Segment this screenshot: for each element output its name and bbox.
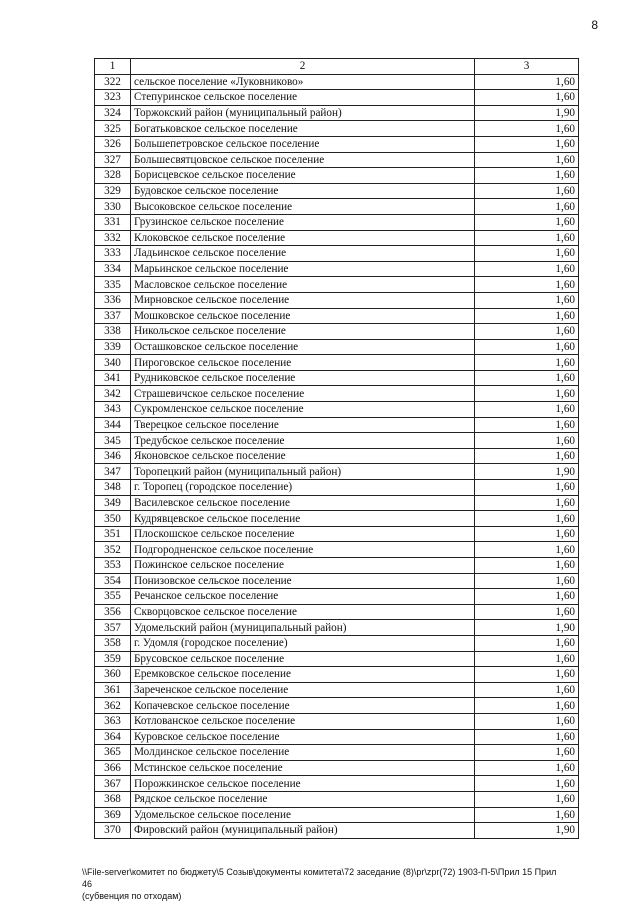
row-number: 341 <box>95 370 131 386</box>
table-row <box>95 308 579 324</box>
settlement-name: Удомельский район (муниципальный район) <box>131 620 475 636</box>
table-row <box>95 480 579 496</box>
header-col-1: 1 <box>95 59 131 75</box>
coefficient-value: 1,60 <box>475 199 579 215</box>
coefficient-value: 1,60 <box>475 729 579 745</box>
coefficient-value: 1,60 <box>475 651 579 667</box>
table-row <box>95 573 579 589</box>
settlement-name: Пожинское сельское поселение <box>131 558 475 574</box>
coefficient-value: 1,60 <box>475 635 579 651</box>
coefficient-value: 1,60 <box>475 776 579 792</box>
settlement-name: Большесвятцовское сельское поселение <box>131 152 475 168</box>
settlement-name: Василевское сельское поселение <box>131 495 475 511</box>
settlement-name: Порожкинское сельское поселение <box>131 776 475 792</box>
settlement-name: Высоковское сельское поселение <box>131 199 475 215</box>
row-number: 336 <box>95 292 131 308</box>
coefficient-value: 1,60 <box>475 90 579 106</box>
row-number: 328 <box>95 168 131 184</box>
table-row <box>95 417 579 433</box>
settlement-name: Богатьковское сельское поселение <box>131 121 475 137</box>
settlement-name: г. Торопец (городское поселение) <box>131 480 475 496</box>
table-row <box>95 433 579 449</box>
table-row <box>95 542 579 558</box>
settlement-name: Плоскошское сельское поселение <box>131 526 475 542</box>
coefficient-value: 1,60 <box>475 214 579 230</box>
row-number: 330 <box>95 199 131 215</box>
settlement-name: Тверецкое сельское поселение <box>131 417 475 433</box>
table-row <box>95 324 579 340</box>
row-number: 351 <box>95 526 131 542</box>
table-row <box>95 823 579 839</box>
table-row <box>95 511 579 527</box>
table-row <box>95 105 579 121</box>
table-row <box>95 136 579 152</box>
table-row <box>95 589 579 605</box>
settlement-name: Пироговское сельское поселение <box>131 355 475 371</box>
row-number: 354 <box>95 573 131 589</box>
row-number: 366 <box>95 760 131 776</box>
row-number: 369 <box>95 807 131 823</box>
settlement-name: Тредубское сельское поселение <box>131 433 475 449</box>
settlement-name: Куровское сельское поселение <box>131 729 475 745</box>
settlement-name: Масловское сельское поселение <box>131 277 475 293</box>
row-number: 361 <box>95 682 131 698</box>
row-number: 323 <box>95 90 131 106</box>
table-row <box>95 152 579 168</box>
coefficient-value: 1,60 <box>475 339 579 355</box>
settlement-name: Молдинское сельское поселение <box>131 745 475 761</box>
footer-file-path: \\File-server\комитет по бюджету\5 Созыв\документы комитета\72 заседание (8)\pr\zpr(72) 1903-П-5\Прил 15 Прил 46 <box>82 867 557 889</box>
table-row <box>95 495 579 511</box>
header-col-2: 2 <box>131 59 475 75</box>
settlement-name: Еремковское сельское поселение <box>131 667 475 683</box>
coefficient-value: 1,60 <box>475 277 579 293</box>
coefficient-value: 1,60 <box>475 292 579 308</box>
row-number: 349 <box>95 495 131 511</box>
settlement-name: Торжокский район (муниципальный район) <box>131 105 475 121</box>
row-number: 343 <box>95 402 131 418</box>
row-number: 340 <box>95 355 131 371</box>
settlement-name: Никольское сельское поселение <box>131 324 475 340</box>
row-number: 331 <box>95 214 131 230</box>
coefficient-value: 1,60 <box>475 526 579 542</box>
coefficient-value: 1,60 <box>475 121 579 137</box>
coefficient-value: 1,60 <box>475 511 579 527</box>
coefficient-value: 1,60 <box>475 261 579 277</box>
row-number: 357 <box>95 620 131 636</box>
coefficient-value: 1,60 <box>475 230 579 246</box>
table-row <box>95 261 579 277</box>
settlement-name: Котлованское сельское поселение <box>131 713 475 729</box>
row-number: 367 <box>95 776 131 792</box>
settlement-name: г. Удомля (городское поселение) <box>131 635 475 651</box>
table-row <box>95 745 579 761</box>
table-row <box>95 698 579 714</box>
table-row <box>95 292 579 308</box>
row-number: 370 <box>95 823 131 839</box>
settlement-name: Копачевское сельское поселение <box>131 698 475 714</box>
settlement-name: Удомельское сельское поселение <box>131 807 475 823</box>
table-row <box>95 74 579 90</box>
row-number: 352 <box>95 542 131 558</box>
coefficient-value: 1,60 <box>475 448 579 464</box>
coefficient-value: 1,60 <box>475 573 579 589</box>
coefficient-value: 1,60 <box>475 168 579 184</box>
coefficient-value: 1,90 <box>475 823 579 839</box>
settlement-name: Страшевичское сельское поселение <box>131 386 475 402</box>
coefficient-value: 1,60 <box>475 682 579 698</box>
coefficient-value: 1,60 <box>475 74 579 90</box>
table-row <box>95 214 579 230</box>
table-row <box>95 682 579 698</box>
settlement-name: Мирновское сельское поселение <box>131 292 475 308</box>
coefficient-value: 1,60 <box>475 324 579 340</box>
row-number: 335 <box>95 277 131 293</box>
coefficient-value: 1,60 <box>475 308 579 324</box>
settlement-name: Сукромленское сельское поселение <box>131 402 475 418</box>
coefficient-value: 1,60 <box>475 246 579 262</box>
table-body <box>95 74 579 838</box>
row-number: 359 <box>95 651 131 667</box>
settlement-name: Ладьинское сельское поселение <box>131 246 475 262</box>
row-number: 339 <box>95 339 131 355</box>
settlement-name: Рудниковское сельское поселение <box>131 370 475 386</box>
row-number: 365 <box>95 745 131 761</box>
table-row <box>95 464 579 480</box>
settlement-name: Грузинское сельское поселение <box>131 214 475 230</box>
table-row <box>95 121 579 137</box>
row-number: 333 <box>95 246 131 262</box>
settlement-name: Мошковское сельское поселение <box>131 308 475 324</box>
table-row <box>95 355 579 371</box>
row-number: 353 <box>95 558 131 574</box>
table-row <box>95 635 579 651</box>
coefficient-value: 1,60 <box>475 480 579 496</box>
footer-note: (субвенция по отходам) <box>82 891 182 901</box>
row-number: 325 <box>95 121 131 137</box>
table-row <box>95 776 579 792</box>
coefficient-value: 1,60 <box>475 495 579 511</box>
table-row <box>95 230 579 246</box>
row-number: 324 <box>95 105 131 121</box>
table-row <box>95 558 579 574</box>
settlement-name: Будовское сельское поселение <box>131 183 475 199</box>
coefficient-value: 1,60 <box>475 136 579 152</box>
row-number: 334 <box>95 261 131 277</box>
settlement-name: Марьинское сельское поселение <box>131 261 475 277</box>
settlement-name: Степуринское сельское поселение <box>131 90 475 106</box>
row-number: 337 <box>95 308 131 324</box>
settlement-name: Мстинское сельское поселение <box>131 760 475 776</box>
settlement-name: Понизовское сельское поселение <box>131 573 475 589</box>
row-number: 329 <box>95 183 131 199</box>
coefficient-value: 1,60 <box>475 433 579 449</box>
row-number: 338 <box>95 324 131 340</box>
coefficient-value: 1,60 <box>475 667 579 683</box>
table-header-row <box>95 59 579 75</box>
row-number: 363 <box>95 713 131 729</box>
row-number: 368 <box>95 791 131 807</box>
table-row <box>95 651 579 667</box>
coefficient-value: 1,60 <box>475 542 579 558</box>
row-number: 326 <box>95 136 131 152</box>
settlement-name: Речанское сельское поселение <box>131 589 475 605</box>
row-number: 364 <box>95 729 131 745</box>
coefficient-value: 1,60 <box>475 760 579 776</box>
settlement-name: Скворцовское сельское поселение <box>131 604 475 620</box>
table-row <box>95 168 579 184</box>
table-row <box>95 339 579 355</box>
row-number: 360 <box>95 667 131 683</box>
row-number: 356 <box>95 604 131 620</box>
settlement-name: сельское поселение «Луковниково» <box>131 74 475 90</box>
coefficient-value: 1,60 <box>475 589 579 605</box>
row-number: 342 <box>95 386 131 402</box>
settlement-name: Кудрявцевское сельское поселение <box>131 511 475 527</box>
row-number: 327 <box>95 152 131 168</box>
row-number: 344 <box>95 417 131 433</box>
row-number: 345 <box>95 433 131 449</box>
header-col-3: 3 <box>475 59 579 75</box>
row-number: 350 <box>95 511 131 527</box>
table-row <box>95 277 579 293</box>
settlement-name: Осташковское сельское поселение <box>131 339 475 355</box>
coefficient-value: 1,60 <box>475 558 579 574</box>
row-number: 348 <box>95 480 131 496</box>
table-row <box>95 402 579 418</box>
coefficient-value: 1,60 <box>475 355 579 371</box>
coefficient-value: 1,60 <box>475 745 579 761</box>
settlement-name: Торопецкий район (муниципальный район) <box>131 464 475 480</box>
row-number: 322 <box>95 74 131 90</box>
table-row <box>95 760 579 776</box>
table-row <box>95 386 579 402</box>
settlement-name: Подгородненское сельское поселение <box>131 542 475 558</box>
settlement-name: Борисцевское сельское поселение <box>131 168 475 184</box>
table-row <box>95 667 579 683</box>
row-number: 355 <box>95 589 131 605</box>
settlement-name: Брусовское сельское поселение <box>131 651 475 667</box>
coefficient-value: 1,60 <box>475 402 579 418</box>
coefficient-value: 1,60 <box>475 183 579 199</box>
table-row <box>95 448 579 464</box>
row-number: 332 <box>95 230 131 246</box>
settlement-name: Рядское сельское поселение <box>131 791 475 807</box>
coefficient-value: 1,60 <box>475 807 579 823</box>
settlement-name: Клоковское сельское поселение <box>131 230 475 246</box>
settlement-name: Зареченское сельское поселение <box>131 682 475 698</box>
row-number: 346 <box>95 448 131 464</box>
table-row <box>95 246 579 262</box>
settlement-name: Большепетровское сельское поселение <box>131 136 475 152</box>
coefficient-value: 1,60 <box>475 698 579 714</box>
coefficient-value: 1,90 <box>475 620 579 636</box>
coefficient-value: 1,60 <box>475 713 579 729</box>
table-row <box>95 370 579 386</box>
row-number: 347 <box>95 464 131 480</box>
table-row <box>95 90 579 106</box>
coefficient-value: 1,60 <box>475 604 579 620</box>
coefficient-value: 1,60 <box>475 791 579 807</box>
data-table <box>94 58 579 839</box>
row-number: 362 <box>95 698 131 714</box>
table-row <box>95 791 579 807</box>
page-number: 8 <box>591 18 598 32</box>
coefficient-value: 1,60 <box>475 370 579 386</box>
coefficient-value: 1,90 <box>475 105 579 121</box>
table-row <box>95 604 579 620</box>
table-row <box>95 526 579 542</box>
footer <box>82 866 562 902</box>
coefficient-value: 1,60 <box>475 386 579 402</box>
table-row <box>95 199 579 215</box>
table-row <box>95 620 579 636</box>
row-number: 358 <box>95 635 131 651</box>
coefficient-value: 1,60 <box>475 417 579 433</box>
table-row <box>95 713 579 729</box>
settlement-name: Яконовское сельское поселение <box>131 448 475 464</box>
table-row <box>95 807 579 823</box>
settlement-name: Фировский район (муниципальный район) <box>131 823 475 839</box>
coefficient-value: 1,90 <box>475 464 579 480</box>
table-row <box>95 183 579 199</box>
table-row <box>95 729 579 745</box>
coefficient-value: 1,60 <box>475 152 579 168</box>
